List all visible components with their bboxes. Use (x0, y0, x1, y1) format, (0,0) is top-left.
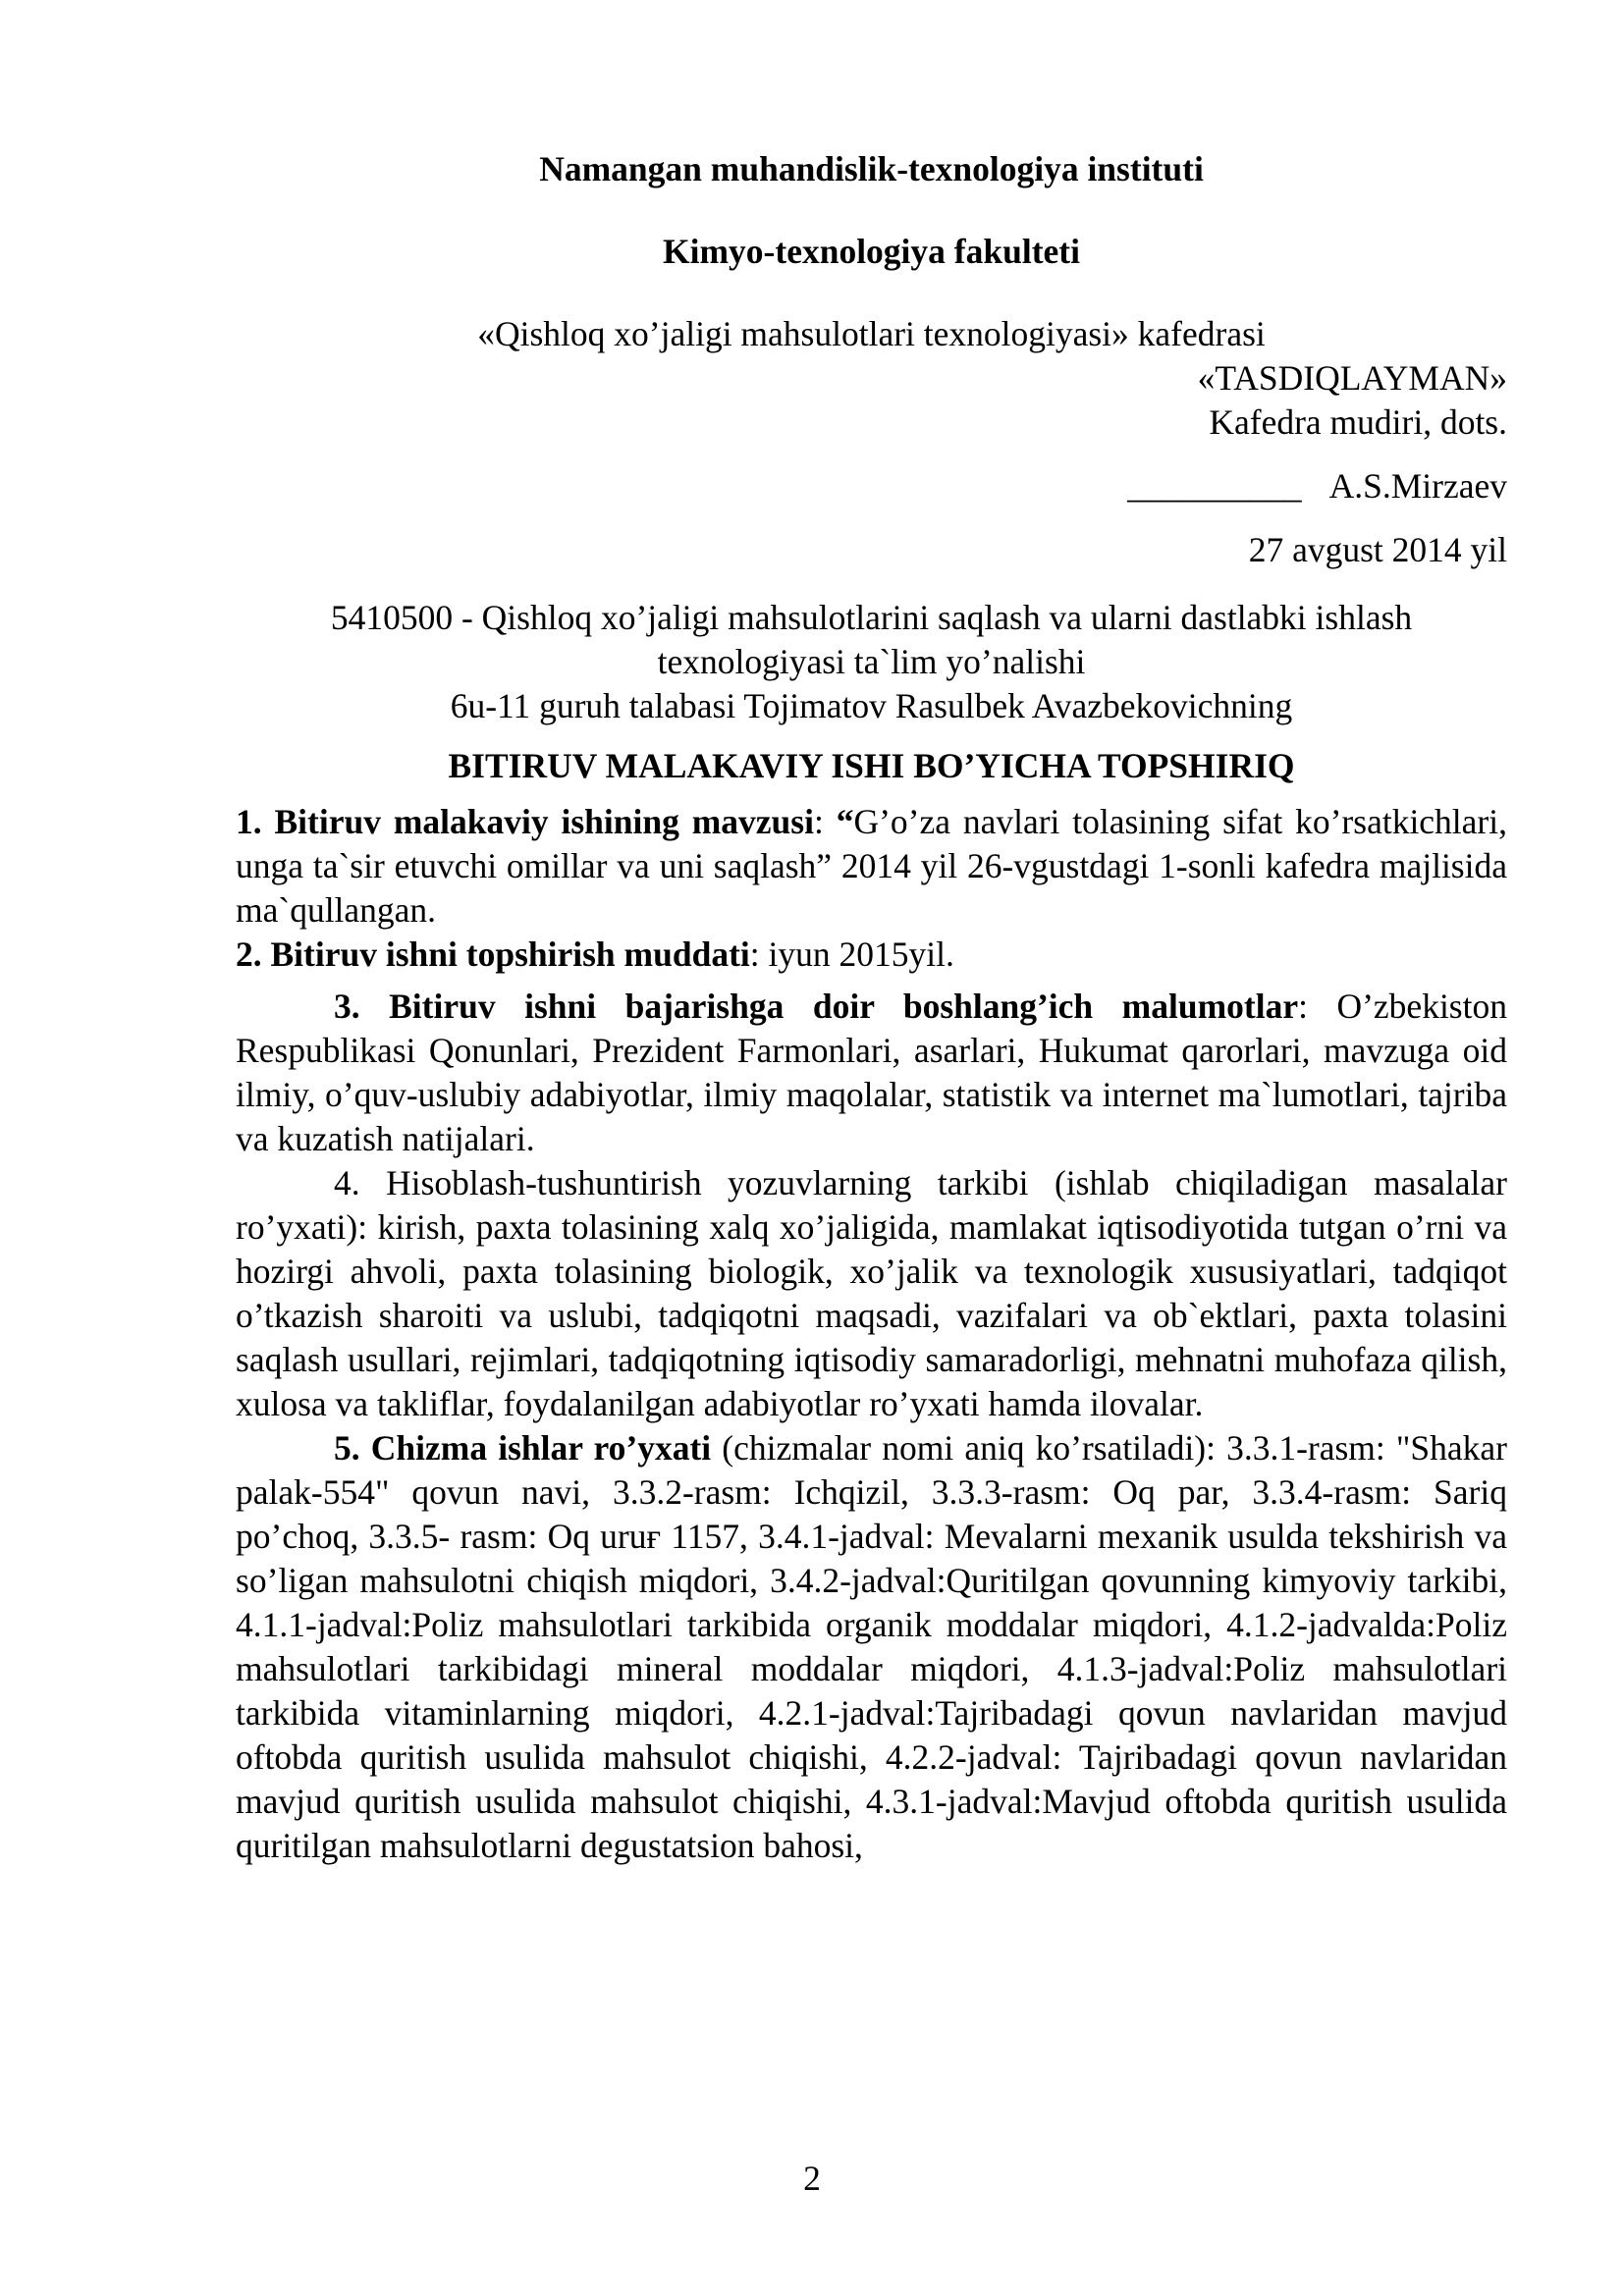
approval-name: A.S.Mirzaev (1328, 466, 1507, 506)
item-5 (236, 1426, 1507, 1868)
department-title: «Qishloq xo’jaligi mahsulotlari texnologiyasi» kafedrasi (477, 314, 1266, 353)
item-2 (236, 933, 1507, 977)
student-block (236, 596, 1507, 728)
item-2-text: : iyun 2015yil. (749, 934, 954, 974)
specialty-line-2: texnologiyasi ta`lim yo’nalishi (657, 642, 1086, 681)
document-page (236, 147, 1507, 1868)
page-number: 2 (803, 2159, 821, 2198)
approval-block (236, 356, 1507, 572)
item-1 (236, 800, 1507, 933)
item-3-label: 3. Bitiruv ishni bajarishga doir boshlang’ich malumotlar (334, 987, 1299, 1026)
item-3 (236, 985, 1507, 1161)
item-1-text: G’o’za navlari tolasining sifat ko’rsatkichlari, unga ta`sir etuvchi omillar va uni saqlash” 2014 yil 26-vgustdagi 1-sonli kafedra majlisida ma`qullangan. (236, 802, 1507, 930)
item-4: 4. Hisoblash-tushuntirish yozuvlarning tarkibi (ishlab chiqiladigan masalalar ro’yxati): kirish, paxta tolasining xalq xo’jaligida, mamlakat iqtisodiyotida tutgan o’rni va hozirgi ahvoli, paxta tolasining biologik, xo’jalik va texnologik xususiyatlari, tadqiqot o’tkazish sharoiti va uslubi, tadqiqotni maqsadi, vazifalari va ob`ektlari, paxta tolasini saqlash usullari, rejimlari, tadqiqotning iqtisodiy samaradorligi, mehnatni muhofaza qilish, xulosa va takliflar, foydalanilgan adabiyotlar ro’yxati hamda ilovalar. (236, 1163, 1507, 1423)
item-3-text: : O’zbekiston Respublikasi Qonunlari, Prezident Farmonlari, asarlari, Hukumat qarorlari, mavzuga oid ilmiy, o’quv-uslubiy adabiyotlar, ilmiy maqolalar, statistik va internet ma`lumotlari, tajriba va kuzatish natijalari. (236, 987, 1507, 1158)
item-5-text: (chizmalar nomi aniq ko’rsatiladi): 3.3.1-rasm: "Shakar palak-554" qovun navi, 3.3.2-rasm: Ichqizil, 3.3.3-rasm: Oq par, 3.3.4-rasm: Sariq po’choq, 3.3.5- rasm: Oq uruғ 1157, 3.4.1-jadval: Mevalarni mexanik usulda tekshirish va so’ligan mahsulotni chiqish miqdori, 3.4.2-jadval:Quritilgan qovunning kimyoviy tarkibi, 4.1.1-jadval:Poliz mahsulotlari tarkibida organik moddalar miqdori, 4.1.2-jadvalda:Poliz mahsulotlari tarkibidagi mineral moddalar miqdori, 4.1.3-jadval:Poliz mahsulotlari tarkibida vitaminlarning miqdori, 4.2.1-jadval:Tajribadagi qovun navlaridan mavjud oftobda quritish usulida mahsulot chiqishi, 4.2.2-jadval: Tajribadagi qovun navlaridan mavjud quritish usulida mahsulot chiqishi, 4.3.1-jadval:Mavjud oftobda quritish usulida quritilgan mahsulotlarni degustatsion bahosi, (236, 1428, 1507, 1865)
item-1-label: 1. Bitiruv malakaviy ishining mavzusi (236, 802, 814, 841)
item-5-label: 5. Chizma ishlar ro’yxati (334, 1428, 712, 1468)
item-2-label: 2. Bitiruv ishni topshirish muddati (236, 934, 750, 974)
signature-line: __________ (1127, 466, 1302, 506)
student-group-line: 6u-11 guruh talabasi Tojimatov Rasulbek Avazbekovichning (450, 686, 1293, 725)
item-1-quote: “ (836, 802, 854, 841)
institute-title: Namangan muhandislik-texnologiya instituti (539, 149, 1204, 188)
specialty-line-1: 5410500 - Qishloq xo’jaligi mahsulotlarini saqlash va ularni dastlabki ishlash (330, 598, 1413, 637)
approval-date: 27 avgust 2014 yil (1248, 530, 1507, 569)
approval-title: «TASDIQLAYMAN» (1197, 358, 1507, 398)
faculty-title: Kimyo-texnologiya fakulteti (663, 232, 1080, 271)
item-1-sep: : (813, 802, 837, 841)
approval-signature-row (236, 464, 1507, 508)
approval-position: Kafedra mudiri, dots. (1209, 402, 1507, 442)
assignment-heading: BITIRUV MALAKAVIY ISHI BO’YICHA TOPSHIRIQ (448, 746, 1295, 785)
